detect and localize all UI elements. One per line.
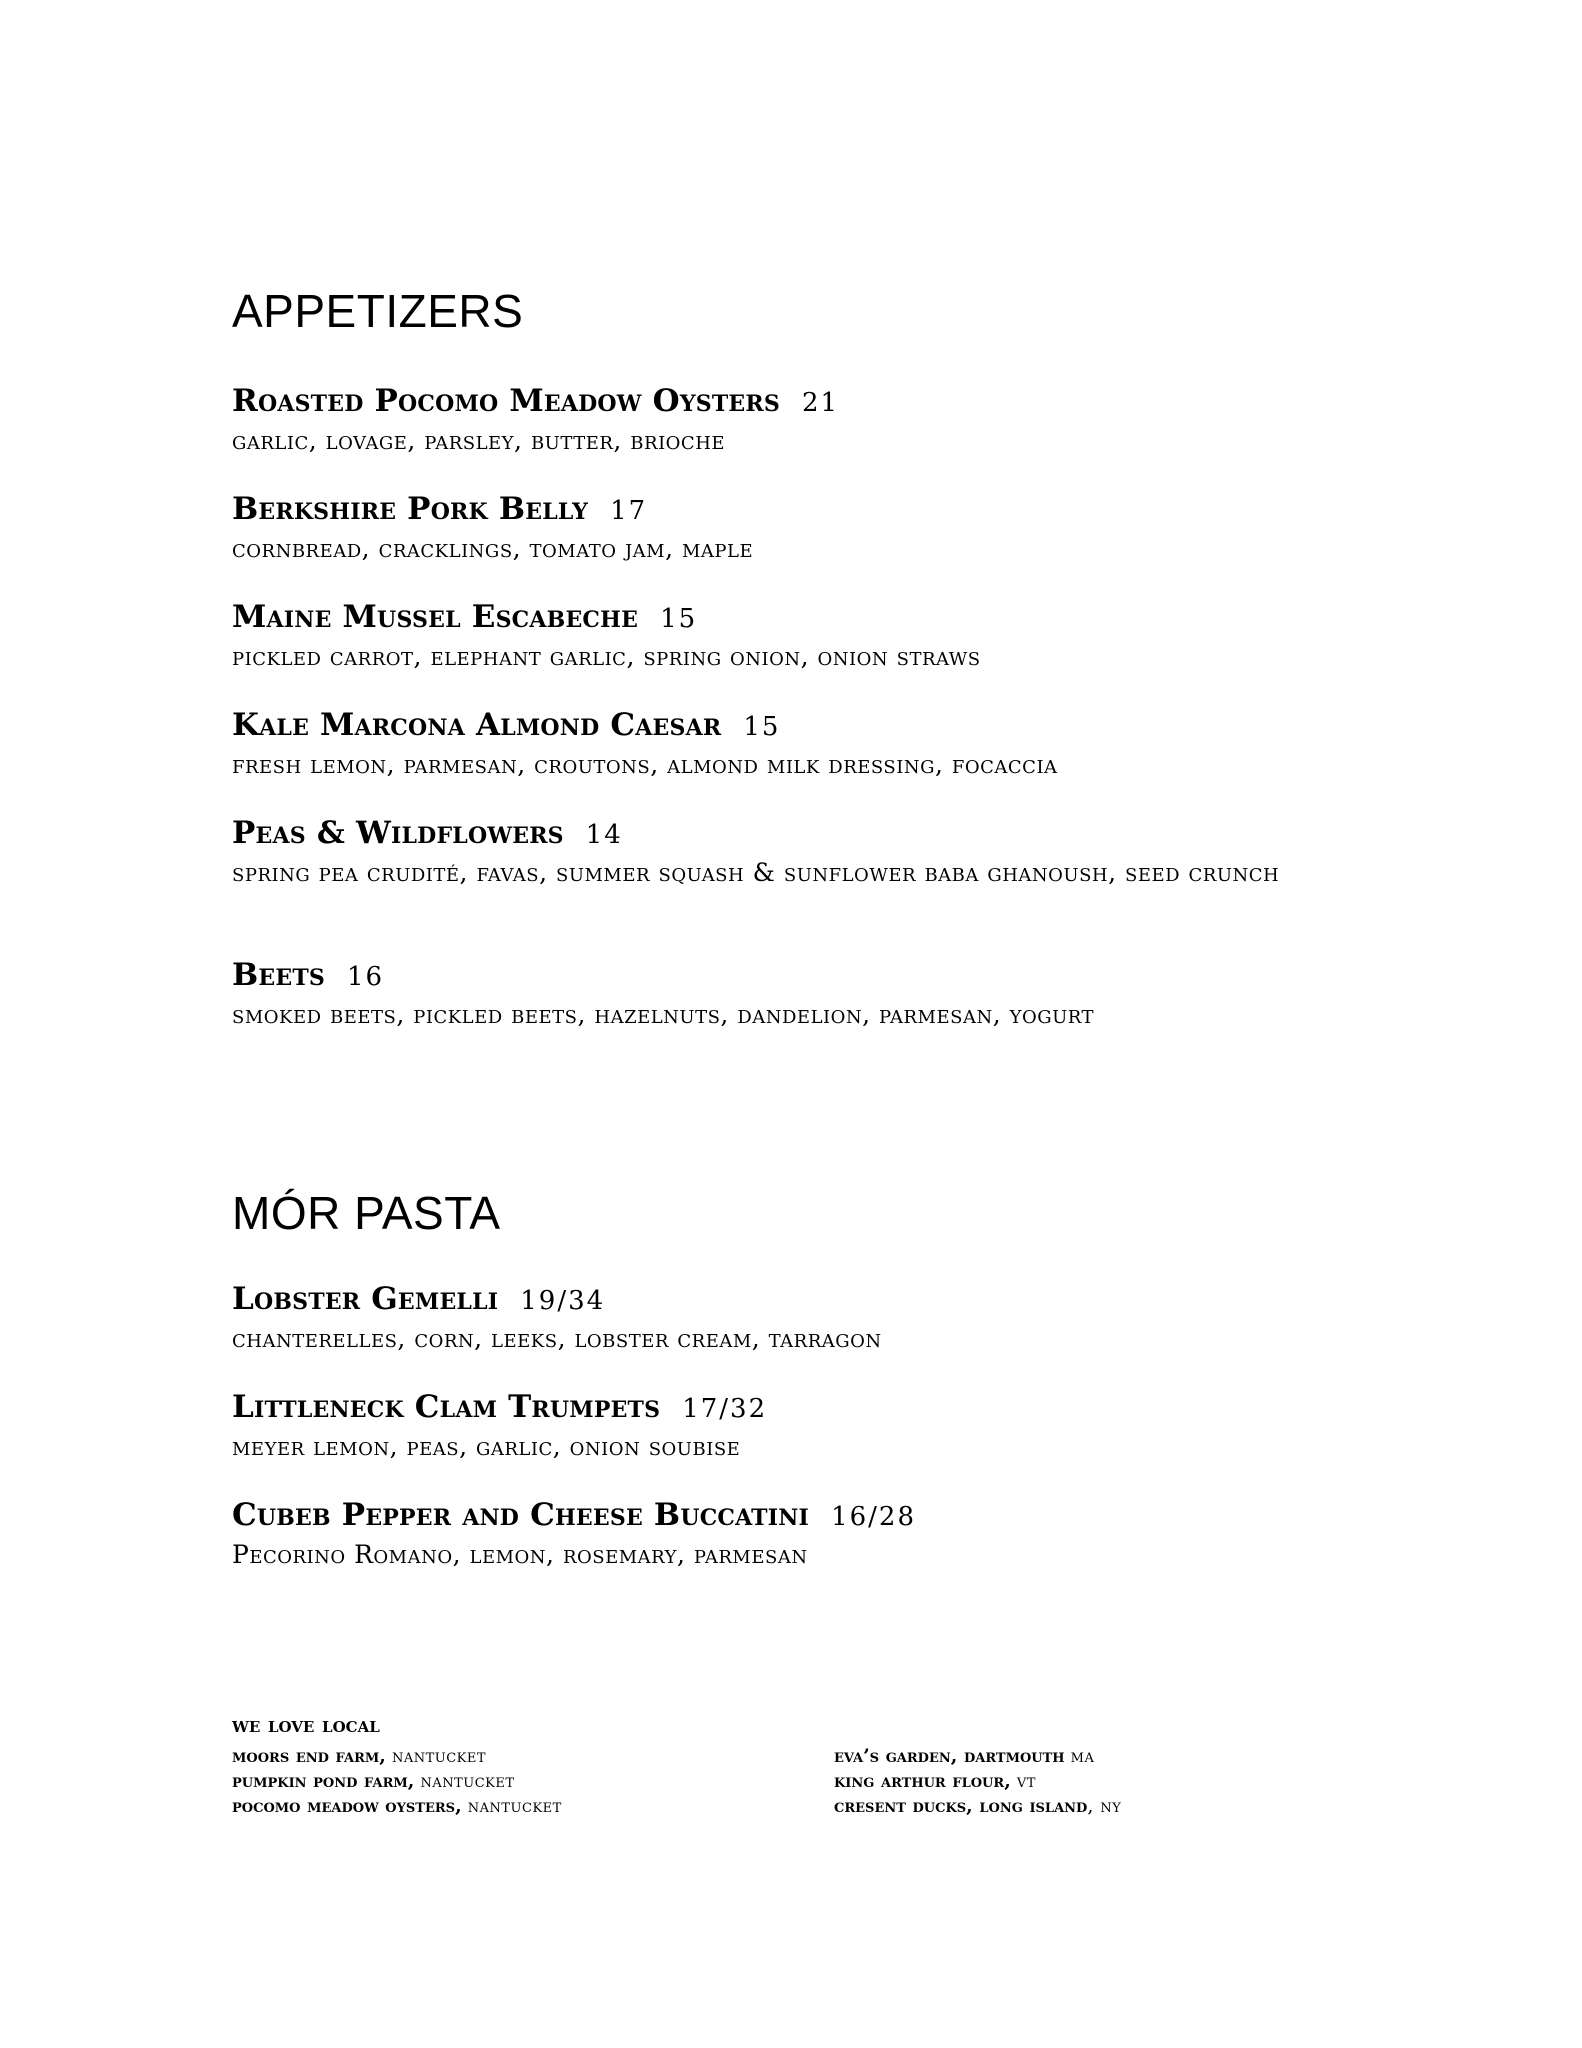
supplier-name: king arthur flour, — [834, 1770, 1011, 1792]
item-price: 14 — [585, 820, 623, 850]
item-name: Lobster Gemelli — [232, 1281, 499, 1317]
local-suppliers-right — [834, 1744, 1121, 1819]
item-name: Berkshire Pork Belly — [232, 491, 589, 527]
item-name: Maine Mussel Escabeche — [232, 599, 639, 635]
local-heading: we love local — [232, 1712, 380, 1738]
supplier-place: nantucket — [391, 1745, 487, 1767]
item-price: 17 — [610, 496, 648, 526]
menu-item-clam-trumpets — [232, 1389, 1412, 1464]
menu-item-lobster-gemelli — [232, 1281, 1412, 1356]
item-name: Cubeb Pepper and Cheese Buccatini — [232, 1497, 810, 1533]
supplier-place: vt — [1016, 1770, 1036, 1792]
menu-item-beets — [232, 957, 1412, 1032]
supplier-line — [232, 1744, 562, 1769]
item-description: smoked beets, pickled beets, hazelnuts, dandelion, parmesan, yogurt — [232, 1000, 1095, 1029]
supplier-name: pumpkin pond farm, — [232, 1770, 415, 1792]
supplier-name: pocomo meadow oysters, — [232, 1795, 462, 1817]
menu-item-oysters — [232, 383, 1412, 458]
item-price: 16/28 — [831, 1502, 916, 1532]
item-description: Pecorino Romano, lemon, rosemary, parmesan — [232, 1540, 808, 1569]
item-description: fresh lemon, parmesan, croutons, almond milk dressing, focaccia — [232, 750, 1058, 779]
item-description: chanterelles, corn, leeks, lobster cream, tarragon — [232, 1324, 882, 1353]
item-name: Kale Marcona Almond Caesar — [232, 707, 722, 743]
item-price: 15 — [743, 712, 781, 742]
supplier-line — [232, 1769, 562, 1794]
supplier-name: cresent ducks, long island — [834, 1795, 1088, 1817]
supplier-place: nantucket — [420, 1770, 515, 1792]
item-name: Peas & Wildflowers — [232, 815, 564, 851]
pasta-heading: MÓR PASTA — [232, 1187, 501, 1239]
supplier-line — [834, 1769, 1121, 1794]
item-price: 19/34 — [520, 1286, 606, 1316]
item-description: spring pea crudité, favas, summer squash & sunflower baba ghanoush, seed crunch — [232, 858, 1280, 887]
appetizers-heading: APPETIZERS — [232, 285, 524, 337]
menu-item-peas-wildflowers — [232, 815, 1412, 890]
item-description: meyer lemon, peas, garlic, onion soubise — [232, 1432, 741, 1461]
local-suppliers — [232, 1714, 1332, 1824]
menu-item-pork-belly — [232, 491, 1412, 566]
supplier-name: moors end farm, — [232, 1745, 386, 1767]
supplier-place: nantucket — [467, 1795, 562, 1817]
supplier-place: ma — [1070, 1745, 1095, 1767]
menu-item-buccatini — [232, 1497, 1412, 1572]
supplier-line — [834, 1744, 1121, 1769]
supplier-line — [834, 1794, 1121, 1819]
item-description: cornbread, cracklings, tomato jam, maple — [232, 534, 754, 563]
local-suppliers-left — [232, 1744, 562, 1819]
item-price: 21 — [801, 388, 840, 418]
item-description: garlic, lovage, parsley, butter, brioche — [232, 426, 726, 455]
supplier-name: eva’s garden, dartmouth — [834, 1745, 1065, 1767]
supplier-line — [232, 1794, 562, 1819]
item-price: 17/32 — [682, 1394, 768, 1424]
supplier-place: , ny — [1087, 1795, 1122, 1817]
item-price: 16 — [347, 962, 385, 992]
menu-item-mussel-escabeche — [232, 599, 1412, 674]
item-description: pickled carrot, elephant garlic, spring onion, onion straws — [232, 642, 981, 671]
item-name: Beets — [232, 957, 325, 993]
item-name: Littleneck Clam Trumpets — [232, 1389, 661, 1425]
item-price: 15 — [660, 604, 698, 634]
menu-item-kale-caesar — [232, 707, 1412, 782]
item-name: Roasted Pocomo Meadow Oysters — [232, 383, 780, 419]
